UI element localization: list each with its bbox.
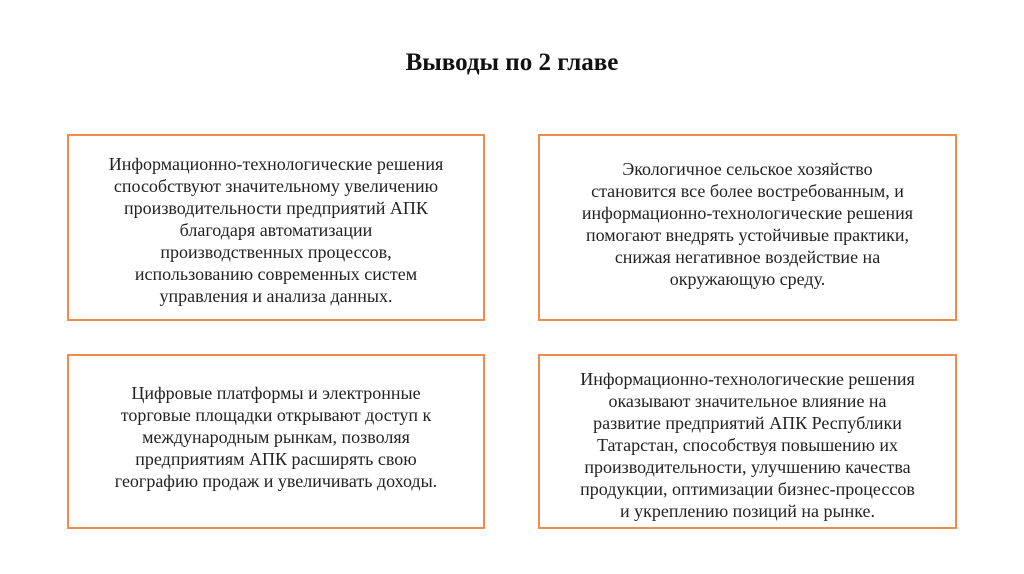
conclusion-card-3: [67, 354, 485, 529]
conclusion-text-2: Экологичное сельское хозяйство становится все более востребованным, и информационно-технологические решения помогают внедрять устойчивые практики, снижая негативное воздействие на окружающую среду.: [581, 158, 914, 289]
conclusion-text-3: Цифровые платформы и электронные торговые площадки открывают доступ к международным рынкам, позволяя предприятиям АПК расширять свою географию продаж и увеличивать доходы.: [114, 382, 438, 491]
conclusion-text-4: Информационно-технологические решения оказывают значительное влияние на развитие предприятий АПК Республики Татарстан, способствуя повышению их производительности, улучшению качества продукции, оптимизации бизнес-процессов и укреплению позиций на рынке.: [580, 368, 915, 521]
conclusion-card-1: [67, 134, 485, 321]
conclusion-card-4: [538, 354, 957, 529]
conclusion-text-1: Информационно-технологические решения способствуют значительному увеличению производительности предприятий АПК благодаря автоматизации производственных процессов, использованию современных систем управления и анализа данных.: [108, 153, 444, 306]
slide-title: Выводы по 2 главе: [405, 49, 619, 76]
conclusion-card-2: [538, 134, 957, 321]
